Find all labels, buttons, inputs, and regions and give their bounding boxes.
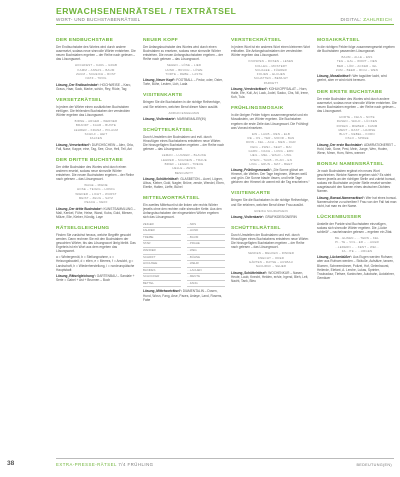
solution (143, 78, 225, 86)
word-line: BRANDT – KAAR – BUNTE (75, 123, 117, 128)
solution-label: Lösung ‚Lückenbüßer‘: (317, 255, 353, 260)
puzzle-fruehlingsmosaik (231, 106, 311, 184)
word-line: SCHATTEN – BEMUHT (253, 76, 289, 81)
puzzle-instructions: Der erste Buchstabe des Wortes wird durch andere ausersetzt, sodass neue sinnvolle Wörter entstehen. Die neuen Buchstaben ergeben – der Reihe nach gelesen – das Lösungswort. (317, 96, 397, 113)
word-line: GREIKA SCHRAPHEIN (254, 208, 288, 213)
solution-label: Lösung ‚Der dritte Buchstabe‘: (56, 206, 103, 211)
solution-label: Lösung ‚Mittelworträtsel‘: (143, 289, 182, 294)
word-line: EIN – LAUB – REN – ELB (252, 131, 290, 136)
word-line: TORTE – REBE – LASTE (165, 71, 203, 76)
puzzle-instructions: Durch Umstellen der Buchstaben und evtl. durch Hinzufügen eines Buchstabens entstehen neue Wörter. Die hinzugefügten Buchstaben ergeben – der Reihe nach gelesen – das Lösungswort. (231, 233, 309, 250)
puzzle-title: VERSTECKRÄTSEL (231, 38, 282, 43)
word-line: BE…EHNEN – …TERN – KEL (335, 236, 379, 241)
solution-text: DIAMENTALIN – Dosen, Hund, Wosn, Fang, Arse, Paces, Antaye, Land, Rosens, Fabe (143, 289, 223, 302)
solution-text: Aus Eugen werden Rufnam; aber aus Rufnam werden – Sträuße, Aufsätze, tanzen, Blumen, Schneemänner, Polizei, Hof, Gelenkwurst, Heilerde, Elefant, A. Lerche, Lukas, Sprinter, Troubadour, Tiefsee, Kaninchen, Autobahn, Autofahrer, Gemäuer (317, 255, 395, 280)
puzzle-instructions: Ein zweites Mittelwort ist die linken wie rechts Wörter jeweils ohne den rechten volle sinnvoller Kette. Aus den Anfangsbuchstaben der eingesetzten Wörter ergeben sich das Lösungswort. (143, 203, 222, 220)
solution (56, 207, 136, 219)
word-line: ROSEN – MIEBER – KAMM (336, 123, 378, 128)
word-line: LEHRER – KRANZ – PFLAUM (73, 127, 119, 132)
word-line: LING – GRUN – MAT – BEET (249, 161, 293, 166)
pair-word: ZEIGER (143, 222, 181, 229)
word-line: OSLO – SPREE (345, 136, 369, 141)
solution-text: KUNSTSAMMLUNG – Mali, Kenkel, Fühe, Heise, Wand, Kuba, Gold, Miesen, Mütze, Eile, Kleber, Kündig, Laye (56, 206, 136, 219)
solution-text: GARTENBAU – Sandale + Serie = Gabel + Ast + Brunnen – Buch (56, 273, 135, 282)
column-2 (143, 38, 225, 309)
puzzle-word-lines (143, 111, 225, 115)
puzzle-title: MITTELWORTRÄTSEL (143, 196, 200, 202)
word-line: BRIEF – LEGEN – TREUE (164, 162, 204, 166)
puzzle-instructions: Anstelle der Punkte sind Buchstaben einzufügen, sodass sich sinnvolle Wörter ergeben. Die „Lücke schließt“ – nacheinander gelesen – ergeben ein Zitat. (317, 221, 393, 235)
pair-word: SCHRIFT (143, 255, 181, 262)
word-line: HORTE – FELS – NOTE (339, 114, 375, 119)
solution (231, 168, 311, 184)
footer-magazine-name: EXTRA-PRESSE-RÄTSEL (56, 462, 117, 467)
solution-text: WOCHENKUR – Nasen, Heute, Laub, Knecht, Heiden, er/sie, Irgend, Bleh, Leit, Nacht, Tank, Bleu (231, 270, 309, 283)
pair-word: TREIBE (143, 235, 181, 242)
word-line: FALKEN (89, 136, 103, 141)
word-line: SEHEN – LÖSE – LIED (166, 63, 202, 68)
word-line: LEHRER – SCHNEIN – TRAUE (161, 157, 207, 162)
puzzle-word-lines (56, 183, 136, 204)
puzzle-raetselgleichung (56, 226, 136, 282)
puzzle-word-lines (231, 251, 311, 268)
digital-label (340, 17, 392, 22)
solution-text: GRAFIKDESIGNERIN (265, 214, 297, 219)
solution (56, 83, 136, 91)
footer-issue: 7/4 FRÜHLING (118, 462, 154, 467)
puzzle-instructions: Durch Umstellen der Buchstaben und evtl. durch Hinzufügen eines Buchstabens entstehen neue Wörter. Die hinzugefügten Buchstaben ergeben – der Reihe nach gelesen – das Lösungswort. (143, 135, 225, 152)
pair-word: STAR (143, 241, 181, 248)
footer-magazine (56, 462, 154, 467)
solution-text: FOOTBALL – Fedor, oder, Oster, Torte, Bühe, Leuten, Lich, Lada (143, 78, 223, 87)
puzzle-lueckenbuesser (317, 215, 397, 280)
word-line: HUND – BRUCH – LÖWE (165, 67, 203, 72)
solution-label: Lösung ‚Neuer Kopf‘: (143, 78, 176, 83)
puzzle-schuettelraetsel-2 (231, 226, 311, 283)
solution-label: Lösung ‚Visitenkarte‘: (231, 214, 265, 219)
pair-word: HOCHSEE (143, 261, 181, 268)
pair-word: …MENTE (187, 274, 225, 281)
solution-text: Wer hat eines bonsai-Namenscheine zu schreiben? Frau von der Fall hat man nicht, hat man es der Name. (317, 195, 397, 208)
word-line: WIEDER – LICHT – WURST (75, 191, 117, 196)
solution-text: ADMIRATIONEREIT – Hold, Nah, Sone, Pest, Mein, Junge, Wen, Hoden, Wenn, Mmm, Hom, Wers, wenner (317, 142, 396, 155)
solution-text: Wer tagsüber lacht, wird geehrt, aber er wird nicht bereuen. (317, 74, 387, 83)
puzzle-instructions: Der dritte Buchstabe des Wortes wird durch einen anderen ersetzt, sodass neue sinnvolle Wörter entstehen. Die neuen Buchstaben ergeben – der Reihe nach gelesen – das Lösungswort. (56, 164, 134, 181)
solution-label: Lösung ‚Bonsai-Namensrätsel‘: (317, 195, 365, 200)
puzzle-title: NEUER KOPF (143, 38, 179, 43)
puzzle-word-lines (317, 115, 397, 141)
pair-word: …NDS (187, 222, 225, 229)
puzzle-title: DER DRITTE BUCHSTABE (56, 157, 124, 163)
page-title: ERWACHSENENRÄTSEL / TEXTRÄTSEL (56, 6, 237, 16)
pair-word: BLINDES (143, 268, 181, 275)
solution (317, 143, 397, 155)
word-line: HEIL – MEL – WALD – UNG (250, 153, 292, 158)
solution (317, 74, 397, 82)
puzzle-title: VISITENKARTE (143, 93, 183, 99)
digital-label-text: DIGITAL: (340, 17, 362, 22)
word-line: …LEDERN – …KENT – WEI… (334, 244, 380, 249)
solution-text: „Die Sonne glänzt am Himmel, die Wellen. Der Tage beginnen, Wiesen weiß und grün. Die Sonne blaute Vasen, und helle Tage gleichen den Himmel dir warmt mit die Tag erscheinen.“ (231, 168, 310, 185)
puzzle-visitenkarte-1 (143, 93, 225, 121)
pair-word: …FANG (187, 281, 225, 288)
puzzle-mittelwortraetsel (143, 196, 225, 302)
puzzle-instructions: Je nach Buchstaben ergänzt ein neues Wort geschrieben. Welche Namen ergeben sich? Es steht immer jeweils an der richtigen Stelle und zuletzt bonsai, sodass ein Buchstabe an jeder Stelle ersetzt werden ausgetauscht den Namen eines deutschen Dichters Namen. (317, 169, 396, 194)
puzzle-word-lines (231, 209, 311, 213)
puzzle-title: VERSETZRÄTSEL (56, 97, 103, 103)
solution (231, 215, 311, 219)
puzzle-instructions: In die übrigen Felder folgen zusammengesetzt und ein Mosaikstein, um Wörter ergeben. Die Buchstaben ergeben die erste Zeile das Lösungswort. Die Frühling! was Vorrast einsetzen. (231, 113, 309, 130)
word-line: SENKEN – MELKEN – RINDER (247, 251, 295, 256)
puzzle-title: RÄTSELGLEICHUNG (56, 225, 110, 231)
solution (317, 196, 397, 208)
pair-word: …HUND (187, 228, 225, 235)
puzzle-title: VISITENKARTE (231, 191, 271, 197)
solution (143, 117, 225, 121)
solution-label: Lösung ‚Versetzrätsel‘: (56, 142, 91, 147)
word-pairs (143, 222, 225, 288)
puzzle-bonsai-namensraetsel (317, 162, 397, 208)
word-line: BER – LÖR – ACKER – IEL (336, 63, 378, 68)
solution-text: KOHLKOPFSALAT – Horn, Halle, Efe, Koli, Ari, Lack, Jodel, Sacko, Chs, Nil, Irene, Kuh, Tula (231, 87, 309, 100)
puzzle-rules: a = Wintergemüt, b = Stellungnahme, c = Heizungsbauteil, d = eilen, e = Meeres, f = Ansicht, g = Landschaft, h = Wiederherstellung, i = nordeuropäische Hauptstadt (56, 255, 135, 272)
word-line: RE – OS – TER – MOOR – BAN (247, 136, 295, 141)
solution-text: DURCHSCHEIN – Alex, Orla, Fall, Nase, Kappe, eine, Tag, See, Chor, Hell, Teil, Ani (56, 142, 134, 151)
word-line: GARN – NACH – LUNG – ERN (248, 148, 294, 153)
puzzle-title: FRÜHLINGSMOSAIK (231, 106, 284, 112)
word-line: PI…TE – VOL…ER – …AUER (335, 240, 379, 245)
word-line: KNOSPEN – ROSEN – LESEN (248, 59, 294, 64)
puzzle-title: SCHÜTTELRÄTSEL (231, 226, 281, 232)
solution (143, 289, 225, 301)
solution (56, 143, 136, 151)
solution (231, 87, 311, 99)
solution-label: Lösung ‚Schüttelrätsel‘: (231, 270, 268, 275)
puzzle-visitenkarte-2 (231, 191, 311, 219)
pair-word: …WEG (187, 248, 225, 255)
pair-word: WANDER (143, 248, 181, 255)
puzzle-instructions: Finden Sie zunächst heraus, welche Begriffe gesucht werden. Dann rechnen Sie mit den Buchstaben der gesuchten Wörter, bis das Lösungswort übrig bleibt. Das Ergebnis ist ein Wort aus dem ergeben das Lösungswort. (56, 232, 136, 254)
footer-divider (56, 458, 394, 459)
puzzle-word-lines (317, 236, 397, 253)
word-line: MENT – RAST – HAIRSE (338, 127, 376, 132)
puzzle-erster-buchstabe (317, 90, 397, 155)
solution (143, 177, 225, 189)
word-line: HELLE – ZESIS (172, 166, 196, 171)
word-line: ZAUM – SCHEICH – ROST (76, 71, 116, 76)
word-line: PEACH – NEFF (84, 200, 108, 205)
footer-right-label: BEDEUTUNG(EN) (356, 463, 392, 467)
solution-label: Lösung ‚Visitenkarte‘: (143, 116, 177, 121)
word-line: DRIN – KEL – ACH – MEN – OHR (246, 140, 296, 145)
solution-text: HOCHWEISE – Karo, Graus, Haar, Sack, Marke, schön, Rey, Rüde, Tag (56, 82, 132, 91)
puzzle-title: SCHÜTTELRÄTSEL (143, 128, 193, 134)
word-line: BIRNE – ARGER – WERNER (74, 119, 118, 124)
puzzle-word-lines (231, 59, 311, 85)
pair-word: SCHOCKER (143, 274, 181, 281)
solution-text: GLASBETON – Aurel, Lügner, Albus, Kleber, Gold, Nagler, Brüne, zende, Wendel, Eben, Eiertle, Halten, Lieffe, Bühel (143, 176, 225, 190)
pair-word: BETTEL (143, 281, 181, 288)
page-subtitle: WORT- UND BUCHSTABENRÄTSEL (56, 17, 141, 22)
word-line: KOLLEG – MOSTERT (254, 63, 288, 68)
puzzle-schuettelraetsel-1 (143, 128, 225, 189)
pair-word: …BÜHNE (187, 255, 225, 262)
column-3 (231, 38, 311, 290)
puzzle-mosaikraetsel (317, 38, 397, 83)
puzzle-instructions: Bringen Sie die Buchstaben in die richtige Reihenfolge, und Sie erfahren, welchen Beruf diese Frau ausübt. (231, 198, 309, 207)
puzzle-title: LÜCKENBUSSER (317, 214, 362, 220)
puzzle-instructions: Bringen Sie die Buchstaben in die richtige Reihenfolge, und Sie erfahren, welchen Beruf dieser Mann ausübt. (143, 100, 221, 109)
solution-label: Lösung ‚Der erste Buchstabe‘: (317, 142, 364, 147)
word-line: FEIG – ZWEI – SEHT – MAI (250, 144, 292, 149)
word-line: KAMM – ANNAS – BAUM (77, 67, 115, 72)
column-1 (56, 38, 136, 289)
puzzle-word-lines (56, 119, 136, 140)
pair-word: FAHRER (143, 228, 181, 235)
puzzle-versetzraetsel (56, 98, 136, 151)
word-line: BLUT – NEBEL – KORN (339, 132, 375, 137)
solution (231, 271, 311, 283)
word-line: NATZ – TROG (85, 76, 107, 81)
word-line: PARKETT (263, 80, 279, 85)
word-line: FA…ITE – …URGEN (341, 249, 373, 254)
puzzle-instructions: In jedem Wort ist ein anderes Wort einen kleineren Wort enthalten. Die Anfangsbuchstaben der versteckten Wörter ergeben das Lösungswort. (231, 45, 311, 58)
solution-label: Lösung ‚Mosaikrätsel‘: (317, 74, 352, 79)
solution-label: Lösung ‚Frühlingsmosaik‘: (231, 168, 272, 173)
word-line: HOCHFEST – KARL – GRAB (74, 63, 118, 68)
pair-word: …WEHR (187, 261, 225, 268)
solution-label: Lösung ‚Schüttelrätsel‘: (143, 176, 180, 181)
pair-word: …BAUM (187, 235, 225, 242)
puzzle-dritter-buchstabe (56, 158, 136, 219)
pair-word: …PRAHE (187, 241, 225, 248)
puzzle-instructions: Der Endbuchstabe des Wortes wird durch andere ausersetzt, sodass neue sinnvolle Wörter entstehen. Die neuen Buchstaben ergeben – der Reihe nach gelesen – das Lösungswort. (56, 45, 136, 62)
solution-text: MARINEMALER(IN) (177, 116, 206, 121)
digital-value: ZAHLREICH (363, 17, 392, 22)
word-line: ADRIAN ENGELMAN (168, 110, 200, 115)
puzzle-title: DER ENDBUCHSTABE (56, 38, 114, 43)
puzzle-title: BONSAI NAMENSRÄTSEL (317, 162, 384, 167)
puzzle-word-lines (56, 63, 136, 80)
word-line: LEMAN – LUGNER – BLAUKE (161, 153, 207, 158)
word-line: ZUM – BEER – RICH – WEN (335, 68, 379, 73)
word-line: SCHALEE – FÜHRER (255, 67, 287, 72)
solution-label: Lösung ‚Rätselgleichung‘: (56, 273, 96, 278)
pair-word: …LACHEN (187, 268, 225, 275)
word-line: STEIN – TAUB – PLAN – EN (250, 157, 292, 162)
puzzle-word-lines (317, 55, 397, 72)
solution (317, 255, 397, 280)
word-line: BESCHNITT (174, 170, 194, 175)
word-line: WAGE – MIENE (84, 183, 108, 188)
word-line: HOSE – TEIGIG – HONIG (76, 187, 116, 192)
solution (56, 274, 136, 282)
word-line: KNECHT – ODER (258, 255, 284, 260)
column-4 (317, 38, 397, 287)
puzzle-instructions: In jedem der Wörter einen zusätzlichen Buchstaben einfügen. Die fehlenden Buchstaben der versteckten Wörter ergeben das Lösungswort. (56, 104, 131, 117)
header-divider (56, 24, 394, 25)
puzzle-versteckraetsel (231, 38, 311, 99)
puzzle-endbuchstabe (56, 38, 136, 91)
puzzle-word-lines (143, 153, 225, 174)
puzzle-neuer-kopf (143, 38, 225, 86)
puzzle-title: MOSAIKRÄTSEL (317, 38, 360, 43)
word-line: SCHILF – HEIT (84, 131, 108, 136)
puzzle-word-lines (143, 63, 225, 76)
solution-label: Lösung ‚Der Endbuchstabe‘: (56, 82, 100, 87)
word-line: BAUM – ALLE – ENS (341, 55, 373, 60)
word-line: TEG – HAL – WORT – NEN (336, 59, 378, 64)
puzzle-title: DER ERSTE BUCHSTABE (317, 89, 383, 95)
page-number: 38 (7, 460, 15, 467)
word-line: NACHRUF – SEHER (255, 264, 287, 269)
word-line: RASEN – WALD – LÜCKEN (336, 119, 378, 124)
word-line: MEIST – ZEUG – SATZ (78, 195, 114, 200)
solution-label: Lösung ‚Versteckrätsel‘: (231, 87, 268, 92)
puzzle-word-lines (231, 132, 311, 166)
word-line: GÄRTEN – RATSE – AUSBAU (248, 260, 294, 265)
word-line: FOLIEN – ELCHEN (256, 72, 286, 77)
puzzle-instructions: In die richtigen Felder folge zusammengesetzt ergeben die Buchstaben passenden Lösungswort. (317, 45, 395, 54)
puzzle-instructions: Der Anfangsbuchstabe des Wortes wird durch einen Buchstaben zu ersetzen, sodass neue sinnvolle Wörter entstehen. Die neuen Anfangsbuchstaben ergeben – der Reihe nach gelesen – das Lösungswort. (143, 45, 223, 62)
